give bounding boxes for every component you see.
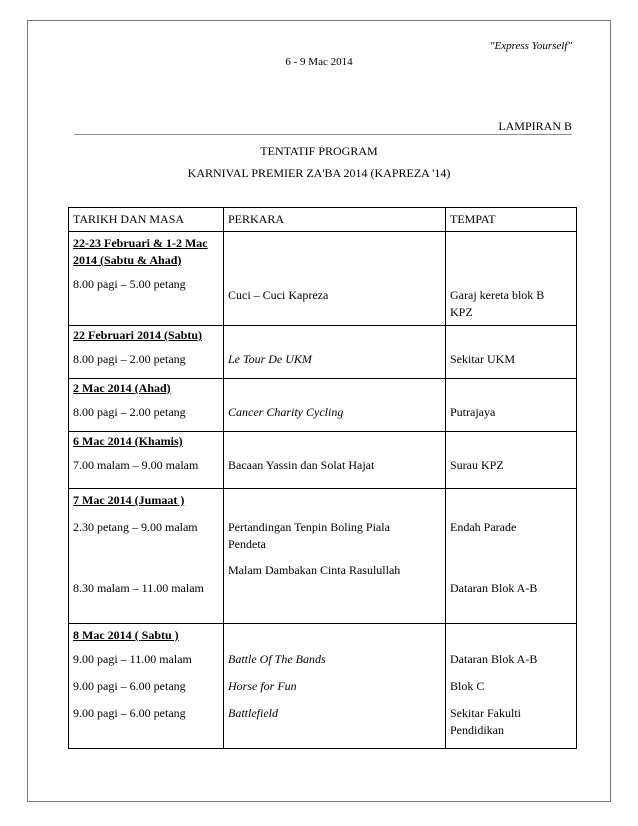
row-place: Dataran Blok A-B: [450, 581, 538, 595]
row-place: Putrajaya: [450, 405, 496, 419]
row-time: 7.00 malam – 9.00 malam: [73, 458, 199, 472]
table-row: [69, 624, 577, 749]
row-place: Garaj kereta blok B: [450, 288, 545, 302]
row-date: 8 Mac 2014 ( Sabtu ): [73, 628, 179, 642]
row-date: 2 Mac 2014 (Ahad): [73, 381, 171, 395]
row-place: Blok C: [450, 679, 485, 693]
row-date: 2014 (Sabtu & Ahad): [73, 253, 182, 267]
row-date: 22-23 Februari & 1-2 Mac: [73, 236, 208, 250]
header-slogan: "Express Yourself": [489, 40, 572, 52]
program-table: [68, 207, 577, 749]
row-event: Pendeta: [228, 537, 266, 551]
row-time: 8.30 malam – 11.00 malam: [73, 581, 204, 595]
row-place: Sekitar Fakulti: [450, 706, 521, 720]
column-header-date: TARIKH DAN MASA: [69, 208, 224, 232]
row-place: Pendidikan: [450, 723, 504, 737]
header-date: 6 - 9 Mac 2014: [285, 56, 353, 68]
table-row: [69, 379, 577, 432]
row-date: 7 Mac 2014 (Jumaat ): [73, 493, 185, 507]
row-event: Le Tour De UKM: [228, 352, 312, 366]
header-rule: [74, 134, 572, 135]
table-header-row: [69, 208, 577, 232]
column-header-place: TEMPAT: [446, 208, 577, 232]
row-time: 8.00 pagi – 5.00 petang: [73, 277, 186, 291]
table-row: [69, 489, 577, 624]
row-event: Horse for Fun: [228, 679, 297, 693]
row-time: 9.00 pagi – 11.00 malam: [73, 652, 192, 666]
document-title: TENTATIF PROGRAM: [260, 144, 378, 158]
row-place: Dataran Blok A-B: [450, 652, 538, 666]
row-event: Pertandingan Tenpin Boling Piala: [228, 520, 390, 534]
row-time: 9.00 pagi – 6.00 petang: [73, 706, 186, 720]
row-event: Malam Dambakan Cinta Rasulullah: [228, 563, 401, 577]
row-date: 22 Februari 2014 (Sabtu): [73, 328, 202, 342]
row-event: Battlefield: [228, 706, 278, 720]
row-event: Bacaan Yassin dan Solat Hajat: [228, 458, 375, 472]
table-row: [69, 326, 577, 379]
row-date: 6 Mac 2014 (Khamis): [73, 434, 183, 448]
row-time: 8.00 pagi – 2.00 petang: [73, 352, 186, 366]
table-row: [69, 232, 577, 326]
row-event: Cuci – Cuci Kapreza: [228, 288, 329, 302]
attachment-label: LAMPIRAN B: [498, 119, 572, 133]
row-time: 2.30 petang – 9.00 malam: [73, 520, 198, 534]
row-event: Battle Of The Bands: [228, 652, 326, 666]
column-header-event: PERKARA: [224, 208, 446, 232]
row-place: KPZ: [450, 305, 473, 319]
event-title: KARNIVAL PREMIER ZA'BA 2014 (KAPREZA '14): [187, 166, 451, 180]
table-row: [69, 432, 577, 489]
row-event: Cancer Charity Cycling: [228, 405, 344, 419]
row-place: Surau KPZ: [450, 458, 504, 472]
row-time: 9.00 pagi – 6.00 petang: [73, 679, 186, 693]
row-place: Sekitar UKM: [450, 352, 515, 366]
row-place: Endah Parade: [450, 520, 517, 534]
row-time: 8.00 pagi – 2.00 petang: [73, 405, 186, 419]
